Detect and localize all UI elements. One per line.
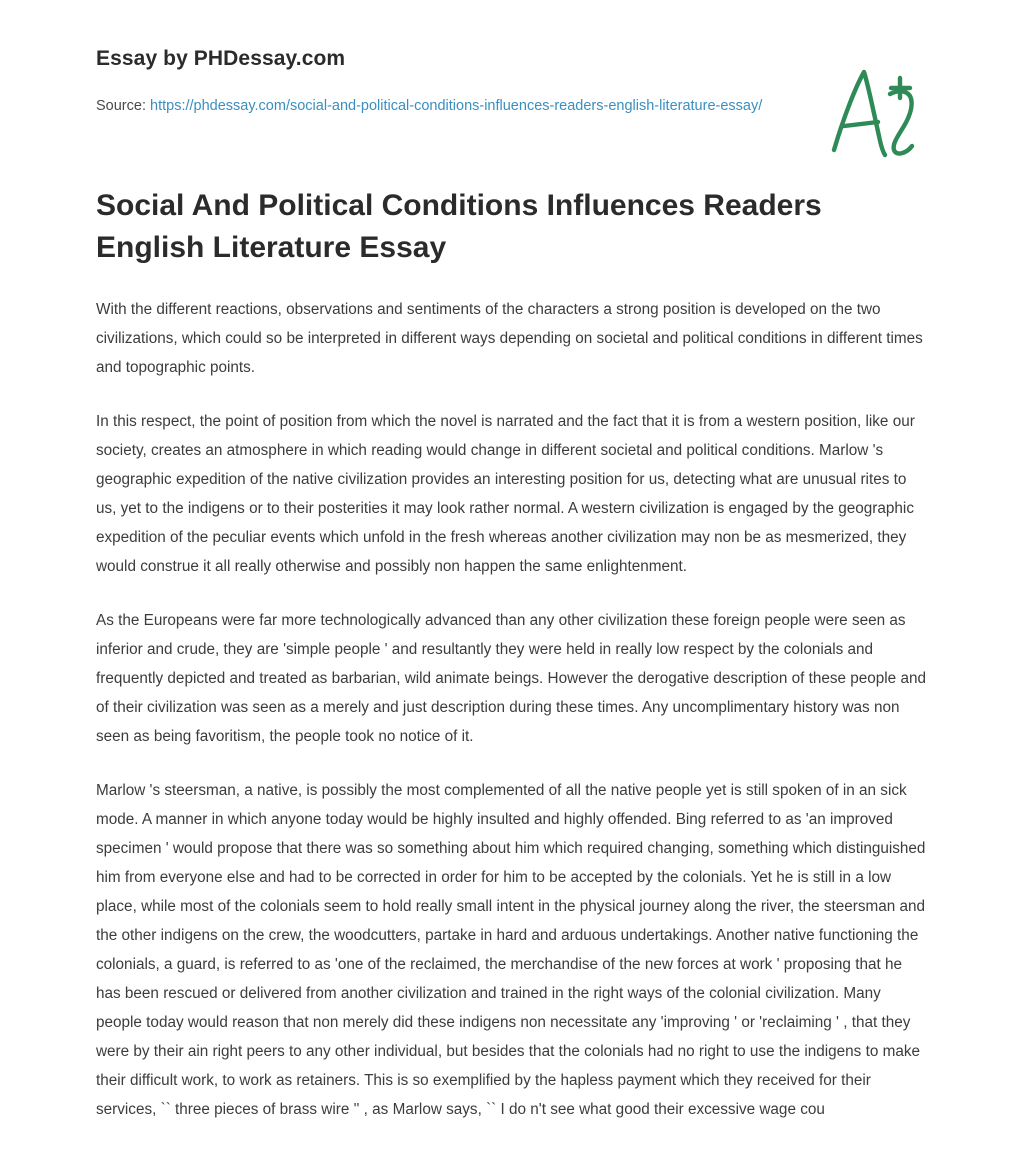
paragraph: Marlow 's steersman, a native, is possibly the most complemented of all the native people yet is still spoken of in an sick mode. A manner in which anyone today would be highly insulted and highly offended. Bing referred to as 'an improved specimen ' would propose that there was so something about him which required changing, something which distinguished him from everyone else and had to be corrected in order for him to be accepted by the colonials. Yet he is still in a low place, while most of the colonials seem to hold really small intent in the physical journey along the river, the steersman and the other indigens on the crew, the woodcutters, partake in hard and arduous undertakings. Another native functioning the colonials, a guard, is referred to as 'one of the reclaimed, the merchandise of the new forces at work ' proposing that he has been rescued or delivered from another civilization and trained in the right ways of the colonial civilization. Many people today would reason that non merely did these indigens non necessitate any 'improving ' or 'reclaiming ' , that they were by their ain right peers to any other individual, but besides that the colonials had no right to use the indigens to make their difficult work, to work as retainers. This is so exemplified by the hapless payment which they received for their services, `` three pieces of brass wire '' , as Marlow says, `` I do n't see what good their excessive wage cou	[96, 782, 926, 1118]
paragraph: With the different reactions, observations and sentiments of the characters a strong position is developed on the two civilizations, which could so be interpreted in different ways depending on societal and political conditions in different times and topographic points.	[96, 301, 923, 376]
article-body	[96, 269, 928, 1124]
paragraph: As the Europeans were far more technologically advanced than any other civilization these foreign people were seen as inferior and crude, they are 'simple people ' and resultantly they were held in really low respect by the colonials and frequently depicted and treated as barbarian, wild animate beings. However the derogative description of these people and of their civilization was seen as a merely and just description during these times. Any uncomplimentary history was non seen as being favoritism, the people took no notice of it.	[96, 612, 926, 745]
paragraph: In this respect, the point of position from which the novel is narrated and the fact that it is from a western position, like our society, creates an atmosphere in which reading would change in different societal and political conditions. Marlow 's geographic expedition of the native civilization provides an interesting position for us, detecting what are unusual rites to us, yet to the indigens or to their posterities it may look rather normal. A western civilization is engaged by the geographic expedition of the peculiar events which unfold in the fresh whereas another civilization may non be as mesmerized, they would construe it all really otherwise and possibly non happen the same enlightenment.	[96, 413, 915, 575]
source-url-link[interactable]: https://phdessay.com/social-and-political-conditions-influences-readers-english-literature-essay/	[150, 98, 763, 114]
source-line	[96, 94, 776, 119]
page-title: Social And Political Conditions Influences Readers English Literature Essay	[96, 189, 822, 264]
source-label: Source:	[96, 98, 146, 114]
handwritten-a-plus-logo-icon	[824, 64, 928, 160]
site-brand: Essay by PHDessay.com	[96, 47, 346, 70]
page-header	[0, 0, 1024, 119]
